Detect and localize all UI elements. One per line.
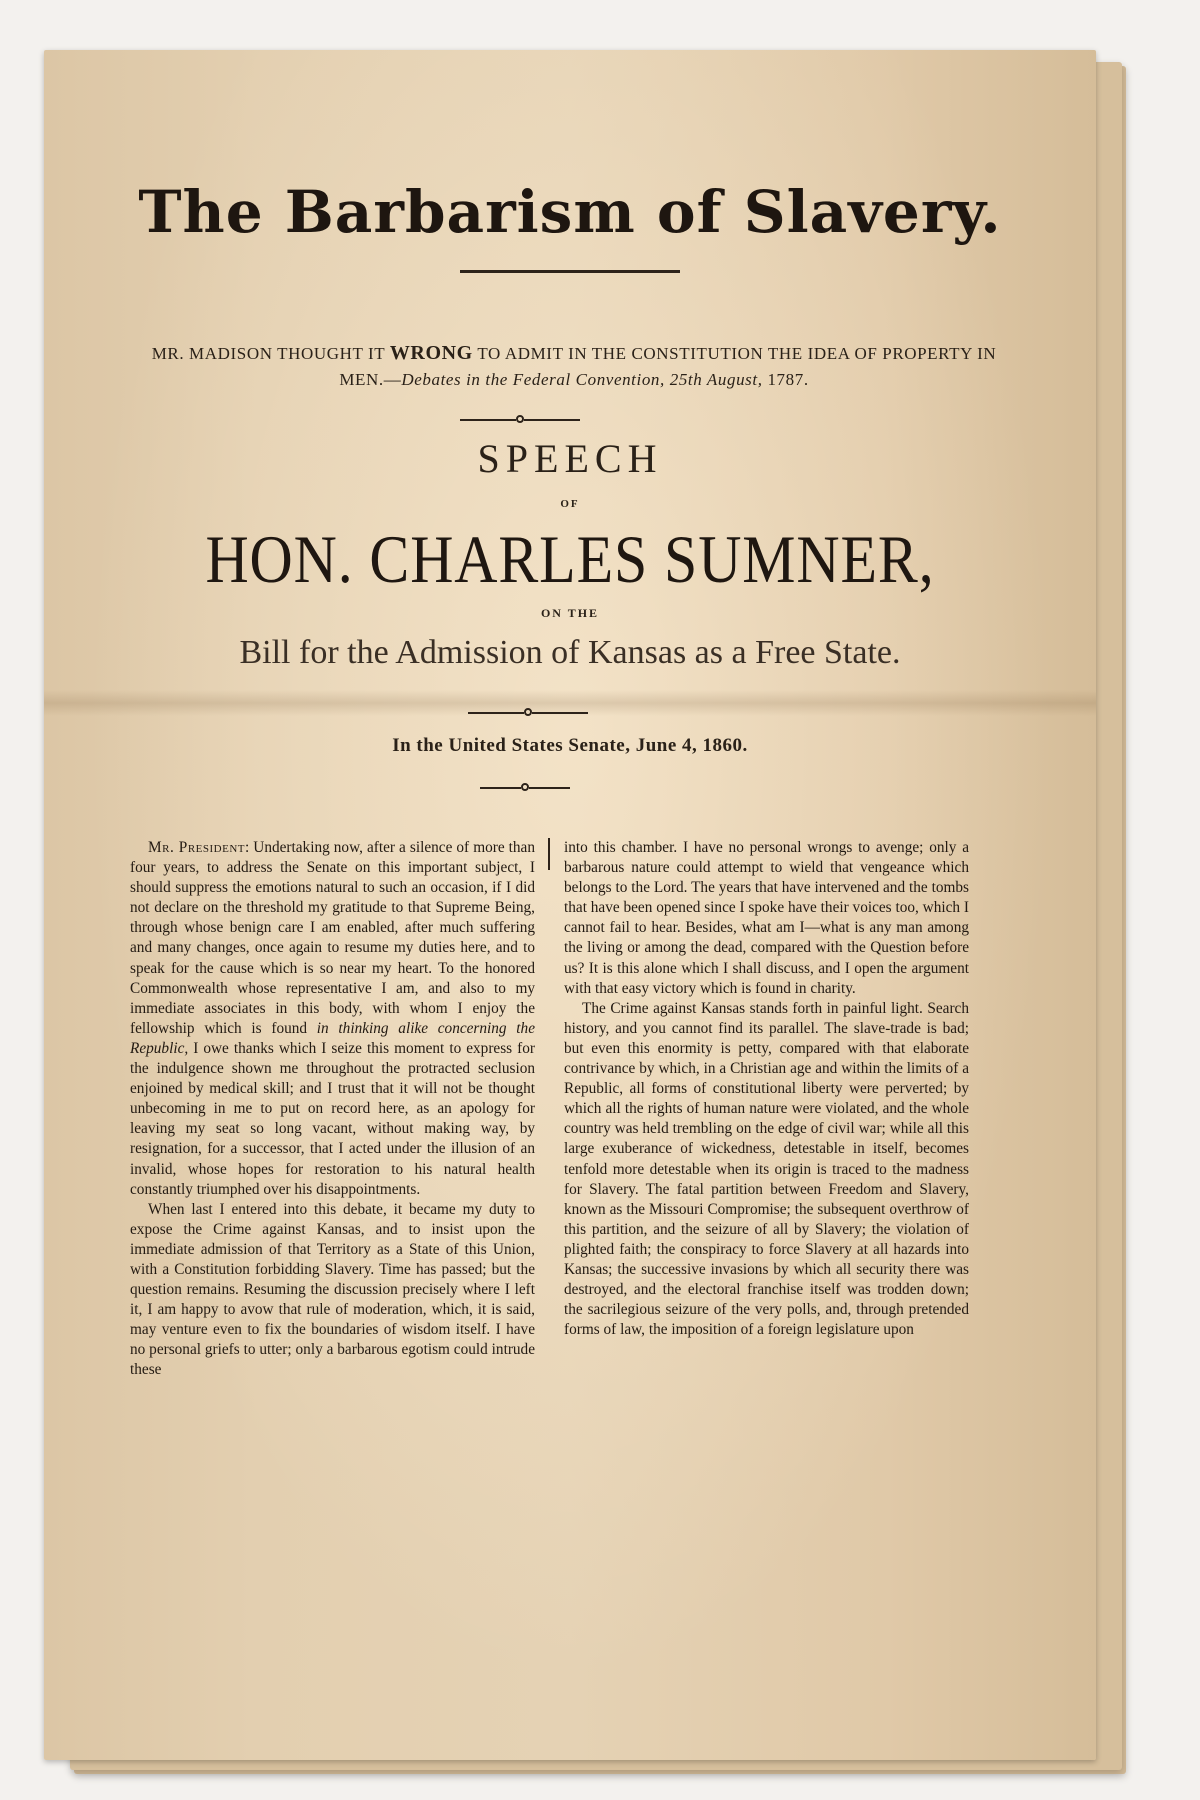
- bill-title: Bill for the Admission of Kansas as a Free State.: [239, 634, 901, 671]
- paragraph-text: I owe thanks which I seize this moment to express for the indulgence shown me throughout the protracted seclusion enjoined by medical skill; and I trust that it will not be thought unbecoming in me to put on record here, as an apology for leaving my seat so long vacant, without making way, by resignation, for a successor, that I acted under the illusion of an invalid, whose hopes for restoration to his natural health constantly triumphed over his disappointments.: [130, 1039, 535, 1198]
- salutation: Mr. President: [148, 839, 245, 856]
- paragraph: The Crime against Kansas stands forth in painful light. Search history, and you cannot find its parallel. The slave-trade is bad; but even this enormity is petty, compared with that elaborate contrivance by which, in a Christian age and within the limits of a Republic, all forms of constitutional liberty were perverted; by which all the rights of human nature were violated, and the whole country was held trembling on the edge of civil war; while all this large exuberance of wickedness, detestable in itself, becomes tenfold more detestable when its origin is traced to the madness for Slavery. The fatal partition between Freedom and Slavery, known as the Missouri Compromise; the subsequent overthrow of this partition, and the seizure of all by Slavery; the violation of plighted faith; the conspiracy to force Slavery at all hazards into Kansas; the successive invasions by which all security there was destroyed, and the electoral franchise itself was trodden down; the sacrilegious seizure of the very polls, and, through pretended forms of law, the imposition of a foreign legislature upon: [564, 999, 969, 1339]
- italic-phrase: in thinking alike concerning the Republic,: [130, 1019, 535, 1057]
- left-column: [130, 838, 535, 1381]
- speech-heading: SPEECH: [477, 436, 663, 481]
- epigraph-text-start: MR. MADISON THOUGHT IT: [151, 344, 385, 363]
- pamphlet-title: The Barbarism of Slavery.: [138, 178, 1002, 246]
- paragraph-text: : Undertaking now, after a silence of more than four years, to address the Senate on this important subject, I should suppress the emotions natural to such an occasion, if I did not declare on the threshold my gratitude to that Supreme Being, through whose benign care I am enabled, after much suffering and many changes, once again to resume my duties here, and to speak for the cause which is so near my heart. To the honored Commonwealth whose representative I am, and also to my immediate associates in this body, with whom I enjoy the fellowship which is found: [130, 839, 535, 1037]
- venue-date: In the United States Senate, June 4, 1860.: [392, 735, 748, 756]
- epigraph-citation: Debates in the Federal Convention, 25th August,: [401, 370, 763, 389]
- paragraph: When last I entered into this debate, it became my duty to expose the Crime against Kansas, and to insist upon the immediate admission of that Territory as a State of this Union, with a Constitution forbidding Slavery. Time has passed; but the question remains. Resuming the discussion precisely where I left it, I am happy to avow that rule of moderation, which, it is said, may venture even to fix the boundaries of wisdom itself. I have no personal griefs to utter; only a barbarous egotism could intrude these: [130, 1200, 535, 1379]
- ornament-divider: [460, 414, 580, 426]
- ornament-divider: [468, 707, 588, 719]
- epigraph-emphasis: WRONG: [389, 342, 473, 364]
- epigraph-year: 1787.: [767, 370, 809, 389]
- right-column: [564, 838, 969, 1340]
- epigraph-text-end: TO ADMIT IN THE CONSTITUTION THE IDEA OF PROPERTY IN MEN.—: [339, 344, 997, 389]
- of-label: OF: [560, 498, 580, 510]
- epigraph: [144, 340, 1004, 393]
- column-rule: [548, 838, 550, 870]
- paragraph: into this chamber. I have no personal wrongs to avenge; only a barbarous nature could attempt to wield that vengeance which belongs to the Lord. The years that have intervened and the tombs that have been opened since I spoke have their voices too, which I cannot fail to hear. Besides, what am I—what is any man among the living or among the dead, compared with the Question before us? It is this alone which I shall discuss, and I open the argument with that easy victory which is found in charity.: [564, 839, 969, 997]
- on-the-label: ON THE: [540, 606, 600, 620]
- ornament-divider: [480, 782, 570, 794]
- speaker-name: HON. CHARLES SUMNER,: [205, 521, 935, 597]
- title-rule: [460, 270, 680, 273]
- speech-body: [130, 838, 986, 1560]
- pamphlet-page: [44, 50, 1096, 1760]
- paragraph: [130, 838, 535, 1200]
